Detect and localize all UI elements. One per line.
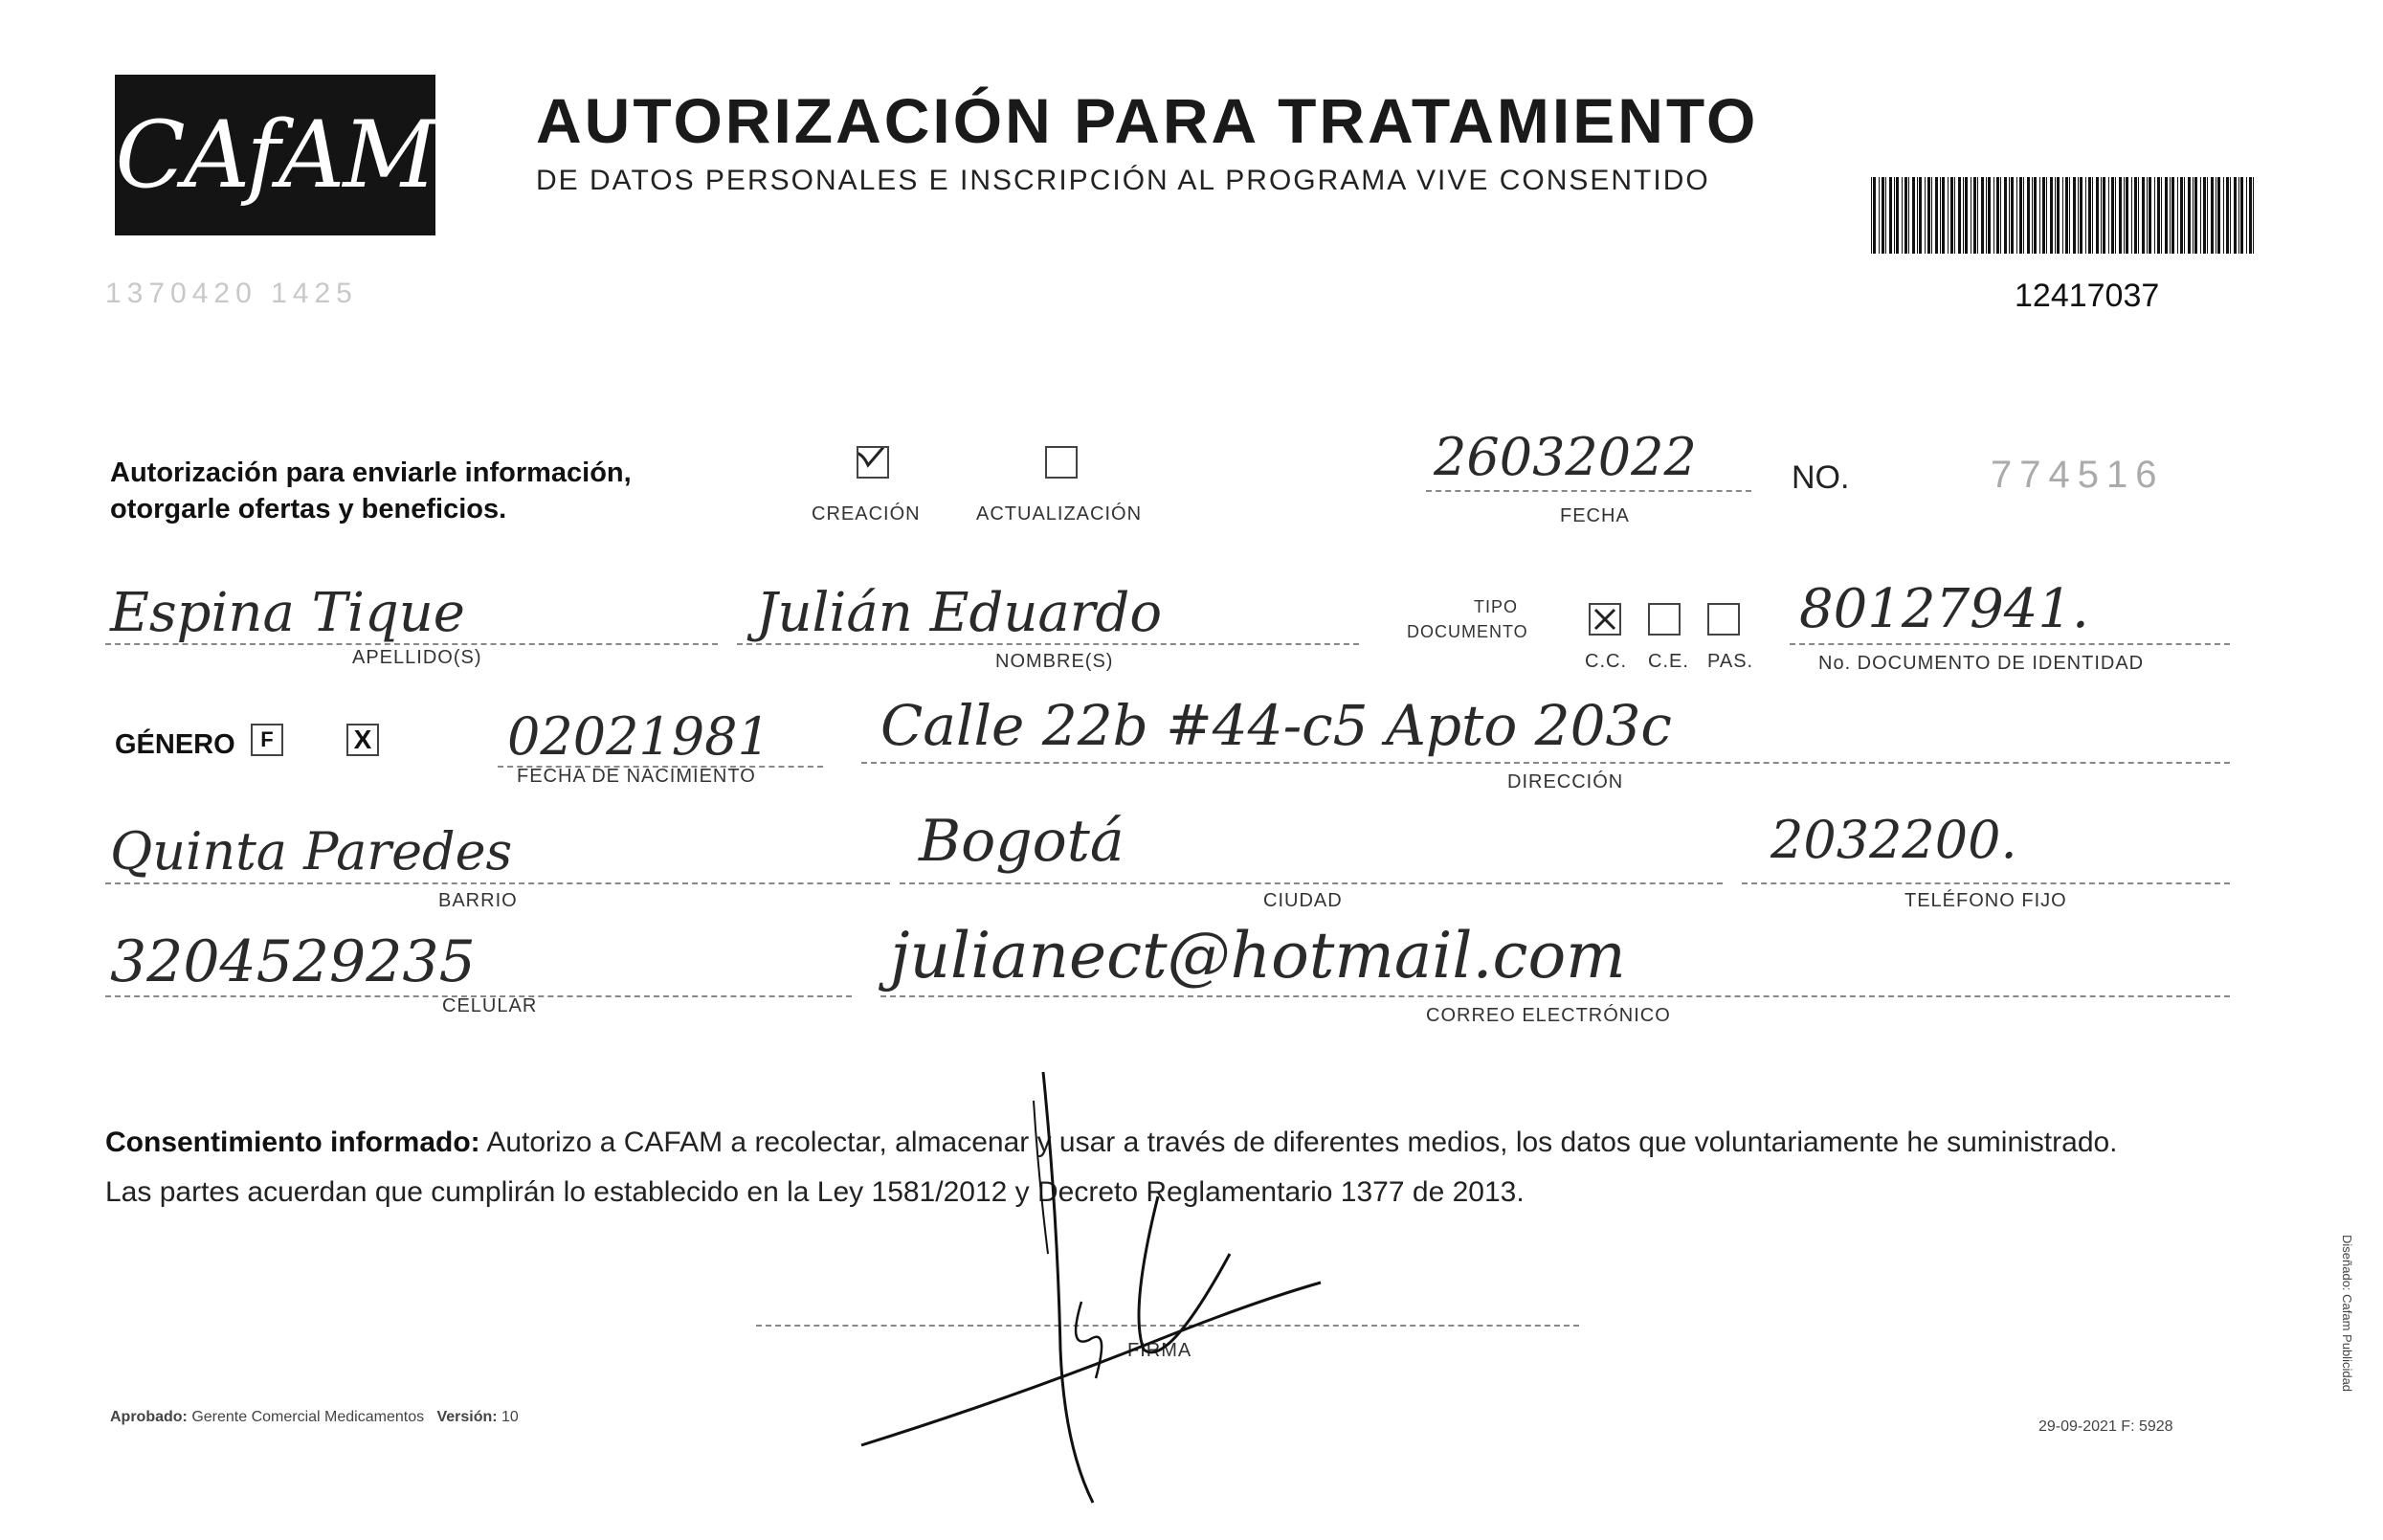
- barcode-bar: [2223, 177, 2224, 254]
- barcode-bar: [2154, 177, 2155, 254]
- direccion-value: Calle 22b #44-c5 Apto 203c: [880, 693, 1672, 758]
- barcode-bar: [2055, 177, 2056, 254]
- barcode-bar: [2207, 177, 2208, 254]
- barcode-bar: [1904, 177, 1907, 254]
- nacimiento-label: FECHA DE NACIMIENTO: [517, 766, 756, 787]
- barcode-bar: [2085, 177, 2086, 254]
- form-title: AUTORIZACIÓN PARA TRATAMIENTO: [536, 85, 1759, 156]
- logo-text: CAfAM: [115, 101, 435, 209]
- direccion-line: [861, 762, 2230, 764]
- cafam-logo: [115, 75, 435, 235]
- barcode-bar: [1879, 177, 1880, 254]
- barcode-bar: [2131, 177, 2132, 254]
- barcode-bar: [2119, 177, 2122, 254]
- barcode-bar: [2092, 177, 2093, 254]
- consent-line1: Autorizo a CAFAM a recolectar, almacenar y usar a través de diferentes medios, los datos que voluntariamente he suministrado.: [479, 1127, 2118, 1158]
- correo-label: CORREO ELECTRÓNICO: [1426, 1005, 1671, 1026]
- barcode-bar: [2050, 177, 2053, 254]
- barcode-bar: [2111, 177, 2114, 254]
- apellidos-value: Espina Tique: [110, 582, 465, 644]
- creation-checkbox[interactable]: [857, 446, 889, 479]
- barcode-bar: [1902, 177, 1903, 254]
- consent-line2: Las partes acuerdan que cumplirán lo establecido en la Ley 1581/2012 y Decreto Reglamentario 1377 de 2013.: [105, 1176, 1525, 1208]
- barcode-bar: [2019, 177, 2022, 254]
- barcode-bar: [2016, 177, 2017, 254]
- barcode-bar: [1873, 177, 1876, 254]
- barcode-bar: [2096, 177, 2099, 254]
- barcode-bar: [1882, 177, 1884, 254]
- footer-aprobado: [110, 1409, 519, 1426]
- genero-f-checkbox[interactable]: [251, 724, 283, 756]
- date-value: 26032022: [1434, 427, 1697, 487]
- barcode-bar: [1950, 177, 1953, 254]
- barcode-bar: [2188, 177, 2191, 254]
- barcode-bar: [2193, 177, 2194, 254]
- barcode-bar: [1942, 177, 1945, 254]
- telefono-value: 2032200.: [1771, 810, 2017, 870]
- barcode-number: 12417037: [2015, 278, 2160, 314]
- barcode-bar: [2011, 177, 2014, 254]
- barcode-bar: [2065, 177, 2068, 254]
- direccion-label: DIRECCIÓN: [1507, 771, 1624, 792]
- form-subtitle: DE DATOS PERSONALES E INSCRIPCIÓN AL PROGRAMA VIVE CONSENTIDO: [536, 165, 1710, 196]
- barcode-bar: [1940, 177, 1941, 254]
- barcode-bar: [1871, 177, 1872, 254]
- genero-m-mark: X: [353, 725, 372, 754]
- check-mark-icon: [858, 448, 887, 477]
- barcode-bar: [1988, 177, 1991, 254]
- barcode-bar: [1885, 177, 1886, 254]
- barrio-value: Quinta Paredes: [110, 821, 513, 882]
- barcode-bar: [2203, 177, 2206, 254]
- correo-value: julianect@hotmail.com: [890, 919, 1626, 993]
- barcode-bar: [1917, 177, 1918, 254]
- update-checkbox[interactable]: [1045, 446, 1078, 479]
- apellidos-label: APELLIDO(S): [352, 647, 482, 668]
- barcode-bar: [1896, 177, 1899, 254]
- barcode-bar: [2238, 177, 2239, 254]
- barcode-bar: [2088, 177, 2091, 254]
- nombres-value: Julián Eduardo: [756, 582, 1163, 644]
- barcode-bar: [2124, 177, 2125, 254]
- barcode-bar: [2023, 177, 2024, 254]
- barcode-icon: [1871, 177, 2259, 254]
- intro-text-line1: Autorización para enviarle información,: [110, 458, 632, 488]
- tipo-label-2: DOCUMENTO: [1407, 622, 1528, 641]
- barcode-bar: [2138, 177, 2139, 254]
- barcode-bar: [1981, 177, 1984, 254]
- barcode-bar: [1973, 177, 1976, 254]
- apellidos-line: [105, 643, 718, 645]
- barcode-bar: [2194, 177, 2197, 254]
- vertical-credit: Diseñado: Cafam Publicidad: [2340, 1235, 2354, 1393]
- barcode-bar: [1889, 177, 1892, 254]
- barcode-bar: [2004, 177, 2007, 254]
- faded-stamp: 1370420 1425: [105, 278, 358, 309]
- tipo-ce-checkbox[interactable]: [1648, 603, 1681, 636]
- barcode-bar: [2240, 177, 2243, 254]
- barcode-bar: [2249, 177, 2252, 254]
- barrio-line: [105, 882, 890, 884]
- barcode-bar: [2103, 177, 2105, 254]
- barcode-bar: [1965, 177, 1968, 254]
- tipo-pas-checkbox[interactable]: [1707, 603, 1740, 636]
- barcode-bar: [1954, 177, 1955, 254]
- genero-m-checkbox[interactable]: [346, 724, 379, 756]
- tipo-ce-label: C.E.: [1648, 651, 1689, 672]
- barcode-bar: [2062, 177, 2063, 254]
- no-value: 774516: [1991, 454, 2165, 496]
- barcode-bar: [1977, 177, 1978, 254]
- barcode-bar: [2170, 177, 2171, 254]
- barcode-bar: [2149, 177, 2151, 254]
- barcode-bar: [2046, 177, 2047, 254]
- signature-label: FIRMA: [1127, 1340, 1192, 1361]
- barcode-bar: [2032, 177, 2033, 254]
- no-label: NO.: [1792, 459, 1850, 496]
- nombres-label: NOMBRE(S): [995, 651, 1114, 672]
- intro-text-line2: otorgarle ofertas y beneficios.: [110, 494, 507, 524]
- genero-label: GÉNERO: [115, 729, 235, 760]
- barcode-bar: [1948, 177, 1949, 254]
- barcode-bar: [2253, 177, 2254, 254]
- documento-value: 80127941.: [1799, 578, 2089, 640]
- date-line: [1426, 490, 1751, 492]
- tipo-cc-checkbox[interactable]: [1589, 603, 1621, 636]
- barcode-bar: [2134, 177, 2137, 254]
- barcode-bar: [2126, 177, 2128, 254]
- nombres-line: [737, 643, 1359, 645]
- barcode-bar: [2039, 177, 2040, 254]
- barcode-bar: [2180, 177, 2183, 254]
- barcode-bar: [1925, 177, 1926, 254]
- barcode-bar: [2042, 177, 2045, 254]
- ciudad-line: [900, 882, 1723, 884]
- barcode-bar: [2211, 177, 2214, 254]
- barcode-bar: [2115, 177, 2116, 254]
- barcode-bar: [2101, 177, 2102, 254]
- barcode-bar: [2142, 177, 2145, 254]
- barcode-bar: [2161, 177, 2162, 254]
- barcode-bar: [2000, 177, 2001, 254]
- tipo-label-1: TIPO: [1474, 597, 1519, 616]
- barcode-bar: [2234, 177, 2237, 254]
- date-label: FECHA: [1560, 505, 1630, 526]
- barcode-bar: [2157, 177, 2160, 254]
- update-label: ACTUALIZACIÓN: [976, 503, 1143, 524]
- barcode-bar: [2057, 177, 2060, 254]
- barcode-bar: [1986, 177, 1987, 254]
- barcode-bar: [2073, 177, 2076, 254]
- x-mark-icon: [1591, 605, 1619, 634]
- barcode-bar: [1935, 177, 1938, 254]
- barcode-bar: [1919, 177, 1922, 254]
- telefono-label: TELÉFONO FIJO: [1904, 890, 2067, 911]
- barcode-bar: [2108, 177, 2109, 254]
- tipo-cc-label: C.C.: [1585, 651, 1627, 672]
- barcode-bar: [2200, 177, 2201, 254]
- barcode-bar: [1996, 177, 1999, 254]
- barcode-bar: [2226, 177, 2229, 254]
- barcode-bar: [1894, 177, 1895, 254]
- version-label: Versión:: [436, 1409, 498, 1425]
- celular-label: CELULAR: [442, 995, 538, 1016]
- barcode-bar: [1963, 177, 1964, 254]
- ciudad-value: Bogotá: [919, 808, 1125, 875]
- genero-f-letter: F: [260, 727, 274, 751]
- barcode-bar: [2171, 177, 2174, 254]
- barcode-bar: [2078, 177, 2079, 254]
- documento-line: [1790, 643, 2230, 645]
- version-value: 10: [501, 1409, 519, 1425]
- barcode-bar: [1912, 177, 1915, 254]
- barcode-bar: [1958, 177, 1961, 254]
- barcode-bar: [2177, 177, 2178, 254]
- barcode-bar: [2027, 177, 2030, 254]
- tipo-pas-label: PAS.: [1707, 651, 1754, 672]
- consent-bold: Consentimiento informado:: [105, 1127, 480, 1158]
- barcode-bar: [2080, 177, 2082, 254]
- ciudad-label: CIUDAD: [1263, 890, 1343, 911]
- barcode-bar: [2230, 177, 2231, 254]
- correo-line: [880, 995, 2230, 997]
- barrio-label: BARRIO: [438, 890, 518, 911]
- barcode-bar: [1908, 177, 1909, 254]
- telefono-line: [1742, 882, 2230, 884]
- barcode-bar: [2069, 177, 2070, 254]
- barcode-bar: [2009, 177, 2010, 254]
- nacimiento-value: 02021981: [507, 706, 770, 767]
- barcode-bar: [1993, 177, 1994, 254]
- aprobado-label: Aprobado:: [110, 1409, 188, 1425]
- signature-scribble: [842, 1062, 1378, 1512]
- barcode-bar: [2184, 177, 2185, 254]
- barcode-bar: [1931, 177, 1932, 254]
- footer-date-code: 29-09-2021 F: 5928: [2038, 1418, 2173, 1435]
- barcode-bar: [1927, 177, 1930, 254]
- barcode-bar: [2165, 177, 2168, 254]
- aprobado-value: Gerente Comercial Medicamentos: [191, 1409, 425, 1425]
- celular-value: 3204529235: [110, 928, 476, 995]
- creation-label: CREACIÓN: [812, 503, 921, 524]
- barcode-bar: [2217, 177, 2220, 254]
- barcode-bar: [2246, 177, 2247, 254]
- documento-label: No. DOCUMENTO DE IDENTIDAD: [1818, 653, 2145, 674]
- barcode-bar: [2147, 177, 2148, 254]
- barcode-bar: [2034, 177, 2037, 254]
